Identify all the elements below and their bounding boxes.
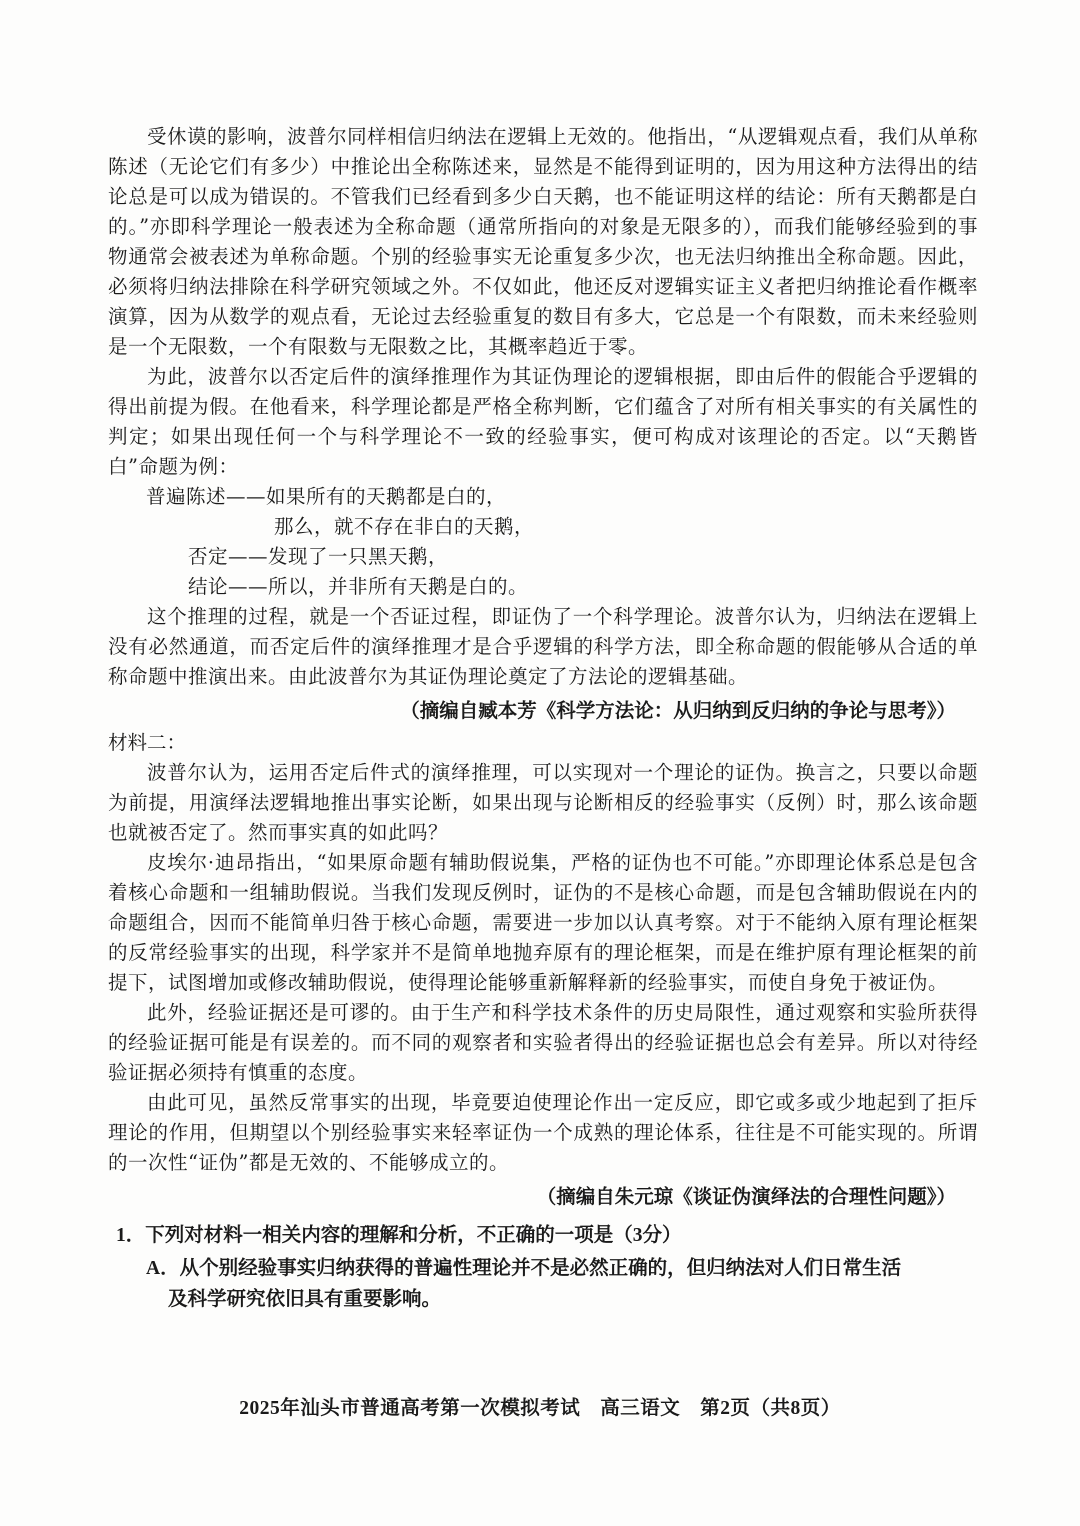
example-line-3: 否定——发现了一只黑天鹅， bbox=[188, 545, 449, 568]
paragraph-3: 这个推理的过程，就是一个否证过程，即证伪了一个科学理论。波普尔认为，归纳法在逻辑上没有必然通道，而否定后件的演绎推理才是合乎逻辑的科学方法，即全称命题的假能够从合适的单称命题中推演出来。由此波普尔为其证伪理论奠定了方法论的逻辑基础。 bbox=[108, 605, 978, 688]
material-2-paragraph-4: 由此可见，虽然反常事实的出现，毕竟要迫使理论作出一定反应，即它或多或少地起到了拒斥理论的作用，但期望以个别经验事实来轻率证伪一个成熟的理论体系，往往是不可能实现的。所谓的一次性“证伪”都是无效的、不能够成立的。 bbox=[108, 1091, 978, 1174]
page-footer: 2025年汕头市普通高考第一次模拟考试 高三语文 第2页（共8页） bbox=[239, 1398, 841, 1419]
material-2-paragraph-3: 此外，经验证据还是可谬的。由于生产和科学技术条件的历史局限性，通过观察和实验所获得的经验证据可能是有误差的。而不同的观察者和实验者得出的经验证据也总会有差异。所以对待经验证据必须持有慎重的态度。 bbox=[108, 1001, 978, 1084]
material-2-paragraph-1: 波普尔认为，运用否定后件式的演绎推理，可以实现对一个理论的证伪。换言之，只要以命题为前提，用演绎法逻辑地推出事实论断，如果出现与论断相反的经验事实（反例）时，那么该命题也就被否定了。然而事实真的如此吗？ bbox=[108, 761, 978, 844]
source-citation-1: （摘编自臧本芳《科学方法论：从归纳到反归纳的争论与思考》） bbox=[400, 701, 956, 722]
material-2-label: 材料二： bbox=[108, 731, 187, 754]
paragraph-1: 受休谟的影响，波普尔同样相信归纳法在逻辑上无效的。他指出，“从逻辑观点看，我们从单称陈述（无论它们有多少）中推论出全称陈述来，显然是不能得到证明的，因为用这种方法得出的结论总是可以成为错误的。不管我们已经看到多少白天鹅，也不能证明这样的结论：所有天鹅都是白的。”亦即科学理论一般表述为全称命题（通常所指向的对象是无限多的），而我们能够经验到的事物通常会被表述为单称命题。个别的经验事实无论重复多少次，也无法归纳推出全称命题。因此，必须将归纳法排除在科学研究领域之外。不仅如此，他还反对逻辑实证主义者把归纳推论看作概率演算，因为从数学的观点看，无论过去经验重复的数目有多大，它总是一个有限数，而未来经验则是一个无限数，一个有限数与无限数之比，其概率趋近于零。 bbox=[108, 125, 978, 358]
source-citation-2: （摘编自朱元琼《谈证伪演绎法的合理性问题》） bbox=[536, 1187, 956, 1208]
page-content bbox=[108, 122, 978, 1315]
question-1: 1．下列对材料一相关内容的理解和分析，不正确的一项是（3分） bbox=[116, 1225, 682, 1246]
example-line-4: 结论——所以，并非所有天鹅是白的。 bbox=[188, 575, 529, 598]
example-line-2: 那么，就不存在非白的天鹅， bbox=[274, 515, 535, 538]
option-a-line-1: A．从个别经验事实归纳获得的普遍性理论并不是必然正确的，但归纳法对人们日常生活 bbox=[146, 1258, 902, 1279]
option-a-line-2: 及科学研究依旧具有重要影响。 bbox=[168, 1289, 442, 1310]
syllogism-example bbox=[108, 482, 978, 602]
material-2-paragraph-2: 皮埃尔·迪昂指出，“如果原命题有辅助假说集，严格的证伪也不可能。”亦即理论体系总是包含着核心命题和一组辅助假说。当我们发现反例时，证伪的不是核心命题，而是包含辅助假说在内的命题组合，因而不能简单归咎于核心命题，需要进一步加以认真考察。对于不能纳入原有理论框架的反常经验事实的出现，科学家并不是简单地抛弃原有的理论框架，而是在维护原有理论框架的前提下，试图增加或修改辅助假说，使得理论能够重新解释新的经验事实，而使自身免于被证伪。 bbox=[108, 851, 978, 994]
paragraph-2: 为此，波普尔以否定后件的演绎推理作为其证伪理论的逻辑根据，即由后件的假能合乎逻辑的得出前提为假。在他看来，科学理论都是严格全称判断，它们蕴含了对所有相关事实的有关属性的判定；如果出现任何一个与科学理论不一致的经验事实，便可构成对该理论的否定。以“天鹅皆白”命题为例： bbox=[108, 365, 978, 478]
option-a bbox=[146, 1253, 978, 1315]
example-line-1: 普遍陈述——如果所有的天鹅都是白的， bbox=[146, 485, 507, 508]
